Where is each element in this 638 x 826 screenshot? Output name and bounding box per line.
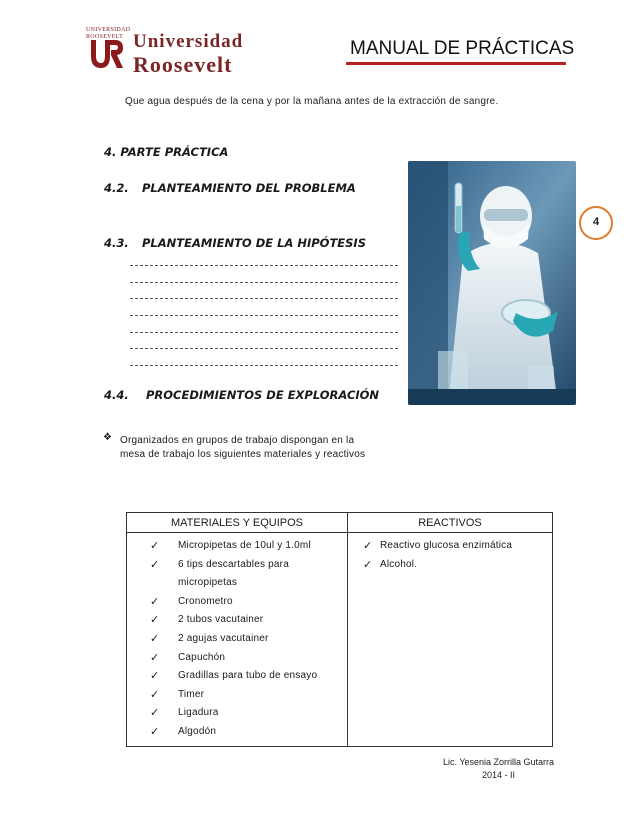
hypothesis-answer-lines: [130, 258, 398, 375]
list-item: ✓ Reactivo glucosa enzimática: [348, 537, 552, 556]
section-number-4-3: 4.3.: [104, 236, 129, 250]
check-icon: ✓: [150, 540, 160, 552]
check-icon: ✓: [150, 707, 160, 720]
manual-title: MANUAL DE PRÁCTICAS: [350, 38, 575, 59]
university-logo-icon: [88, 34, 124, 72]
section-number-4-4: 4.4.: [104, 388, 129, 402]
check-icon: ✓: [150, 614, 160, 627]
list-item: ✓ Alcohol.: [348, 556, 552, 575]
list-item: ✓ Gradillas para tubo de ensayo: [127, 667, 347, 686]
list-item: ✓ Timer: [127, 686, 347, 705]
logo-small-text: UNIVERSIDAD ROOSEVELT: [86, 27, 131, 40]
list-item: ✓ Algodón: [127, 723, 347, 742]
list-item: ✓ 6 tips descartables para micropipetas: [127, 556, 347, 593]
list-item: ✓ Cronometro: [127, 593, 347, 612]
materials-table: [126, 512, 553, 747]
check-icon: ✓: [150, 688, 160, 701]
answer-line: [130, 291, 398, 299]
lab-scientist-photo: [408, 161, 576, 405]
section-heading-4: 4. PARTE PRÁCTICA: [104, 145, 229, 159]
list-item: ✓ Ligadura: [127, 704, 347, 723]
list-item: ✓ Micropipetas de 10ul y 1.0ml: [127, 537, 347, 556]
section-number-4-2: 4.2.: [104, 181, 129, 195]
logo-universidad: Universidad: [133, 31, 244, 52]
check-icon: ✓: [150, 651, 160, 664]
check-icon: ✓: [150, 595, 160, 608]
answer-line: [130, 358, 398, 366]
header-divider: [346, 62, 566, 65]
materiales-cell: [127, 533, 348, 747]
page-number: 4: [592, 216, 600, 228]
list-item: ✓ Capuchón: [127, 649, 347, 668]
footer-author: Lic. Yesenia Zorrilla Gutarra: [443, 757, 555, 767]
check-icon: ✓: [150, 558, 160, 571]
logo-roosevelt: Roosevelt: [133, 52, 233, 77]
check-icon: ✓: [150, 632, 160, 645]
check-icon: ✓: [363, 540, 373, 552]
footer-period: 2014 - II: [482, 770, 516, 780]
answer-line: [130, 325, 398, 333]
answer-line: [130, 275, 398, 283]
section-title-4-4: PROCEDIMIENTOS DE EXPLORACIÓN: [146, 388, 380, 402]
instruction-line-2: mesa de trabajo los siguientes materiales y reactivos: [120, 449, 366, 460]
section-title-4-3: PLANTEAMIENTO DE LA HIPÓTESIS: [142, 236, 366, 250]
table-header-reactivos: REACTIVOS: [348, 513, 553, 533]
check-icon: ✓: [363, 558, 373, 571]
answer-line: [130, 258, 398, 266]
reactivos-cell: [348, 533, 553, 747]
check-icon: ✓: [150, 670, 160, 683]
intro-text: Que agua después de la cena y por la mañana antes de la extracción de sangre.: [125, 96, 499, 107]
table-header-materiales: MATERIALES Y EQUIPOS: [127, 513, 348, 533]
list-item: ✓ 2 tubos vacutainer: [127, 611, 347, 630]
page-number-badge: [579, 206, 613, 240]
section-title-4-2: PLANTEAMIENTO DEL PROBLEMA: [142, 181, 356, 195]
check-icon: ✓: [150, 725, 160, 738]
instruction-line-1: Organizados en grupos de trabajo dispongan en la: [120, 435, 355, 446]
list-item: ✓ 2 agujas vacutainer: [127, 630, 347, 649]
diamond-bullet-icon: ❖: [103, 432, 112, 443]
answer-line: [130, 308, 398, 316]
answer-line: [130, 341, 398, 349]
